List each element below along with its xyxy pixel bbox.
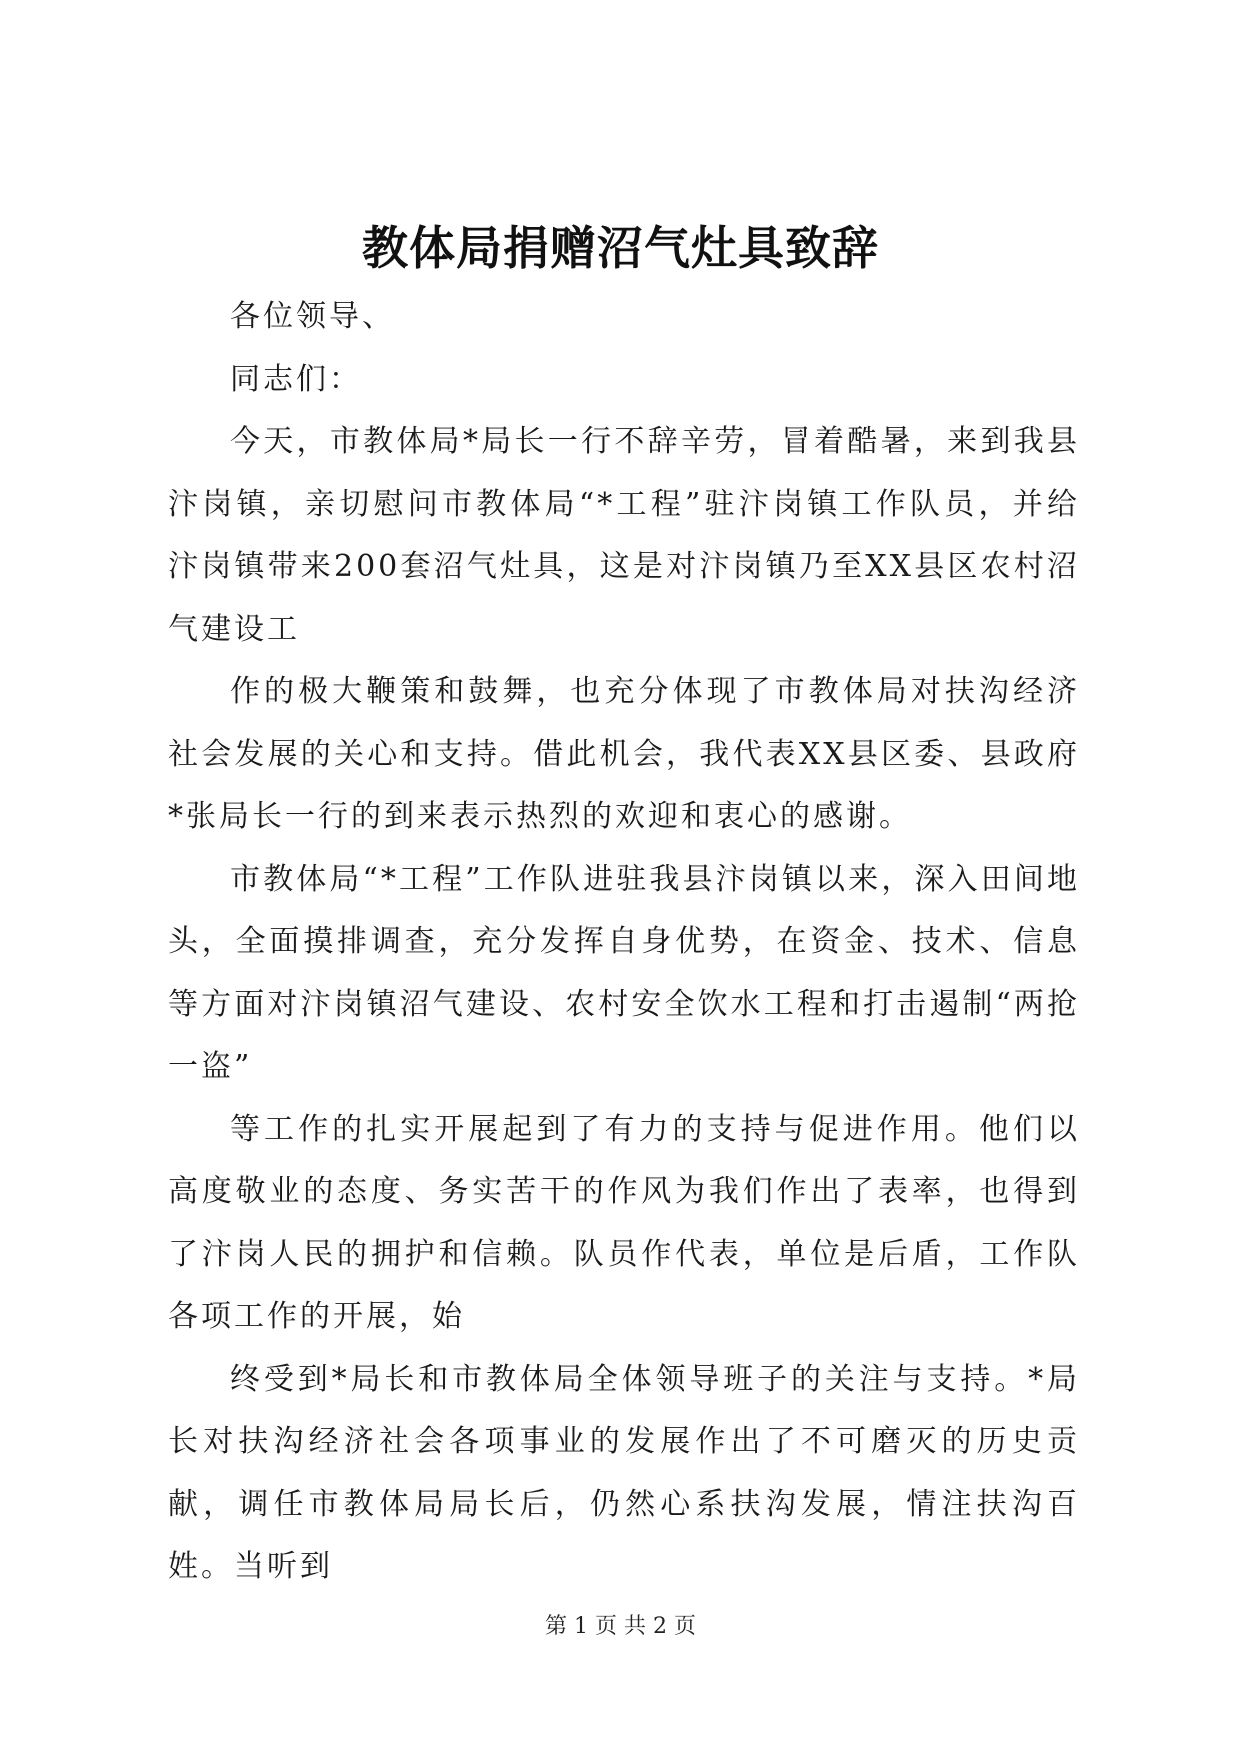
paragraph-salutation-leaders: 各位领导、	[230, 299, 395, 334]
paragraph-body: 市教体局“*工程”工作队进驻我县汴岗镇以来，深入田间地头，全面摸排调查，充分发挥自身优势，在资金、技术、信息等方面对汴岗镇沼气建设、农村安全饮水工程和打击遏制“两抢一盗”	[168, 861, 1080, 1084]
document-body	[168, 286, 1080, 1599]
paragraph-body: 今天，市教体局*局长一行不辞辛劳，冒着酷暑，来到我县汴岗镇，亲切慰问市教体局“*工程”驻汴岗镇工作队员，并给汴岗镇带来200套沼气灶具，这是对汴岗镇乃至XX县区农村沼气建设工	[168, 424, 1080, 647]
page-number-footer: 第 1 页 共 2 页	[545, 1614, 696, 1639]
paragraph-body: 作的极大鞭策和鼓舞，也充分体现了市教体局对扶沟经济社会发展的关心和支持。借此机会，我代表XX县区委、县政府*张局长一行的到来表示热烈的欢迎和衷心的感谢。	[168, 674, 1080, 834]
document-title: 教体局捐赠沼气灶具致辞	[362, 221, 879, 275]
paragraph-salutation-comrades: 同志们：	[230, 361, 362, 397]
paragraph-body: 终受到*局长和市教体局全体领导班子的关注与支持。*局长对扶沟经济社会各项事业的发展作出了不可磨灭的历史贡献，调任市教体局局长后，仍然心系扶沟发展，情注扶沟百姓。当听到	[168, 1361, 1080, 1584]
paragraph-body: 等工作的扎实开展起到了有力的支持与促进作用。他们以高度敬业的态度、务实苦干的作风为我们作出了表率，也得到了汴岗人民的拥护和信赖。队员作代表，单位是后盾，工作队各项工作的开展，始	[168, 1111, 1080, 1334]
